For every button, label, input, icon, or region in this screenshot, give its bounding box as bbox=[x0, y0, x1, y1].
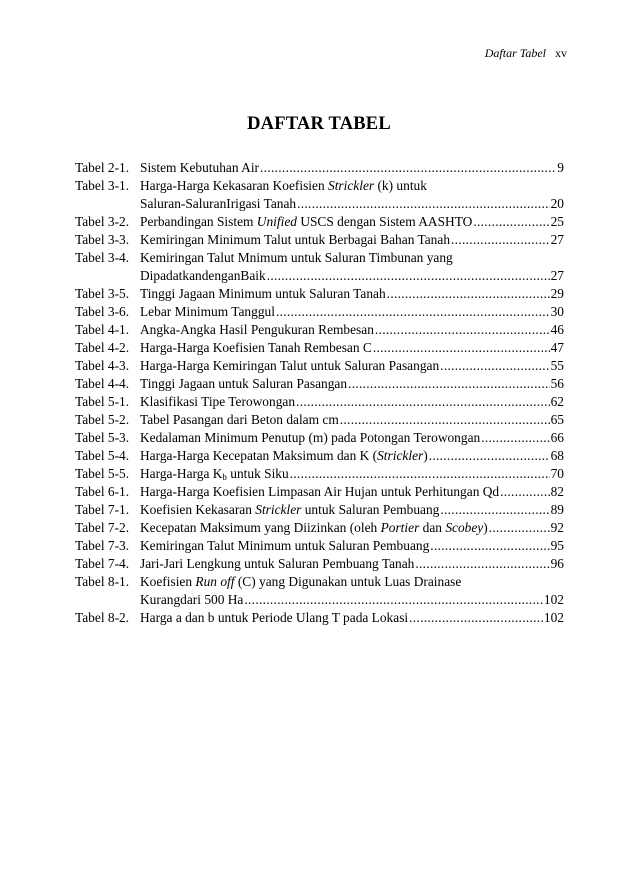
toc-entry bbox=[75, 573, 564, 609]
toc-entry-line bbox=[75, 231, 564, 249]
toc-entry-number: Tabel 7-3. bbox=[75, 538, 130, 553]
toc-entry-label bbox=[75, 429, 480, 447]
toc-entry-line bbox=[75, 483, 564, 501]
toc-entry-label bbox=[75, 501, 439, 519]
entry-title-text: dan bbox=[419, 520, 446, 535]
entry-title-text: Saluran-SaluranIrigasi Tanah bbox=[140, 196, 297, 211]
toc-entry-number: Tabel 5-5. bbox=[75, 466, 130, 481]
toc-entry-page-number: 96 bbox=[550, 556, 564, 571]
toc-entry-page-number: 92 bbox=[550, 520, 564, 535]
entry-title-text: Harga-Harga Kekasaran Koefisien bbox=[140, 178, 329, 193]
dot-leader bbox=[500, 483, 550, 501]
entry-title-text: Harga-Harga K bbox=[140, 466, 223, 481]
toc-entry-label bbox=[75, 465, 289, 483]
toc-entry bbox=[75, 447, 564, 465]
dot-leader bbox=[440, 357, 549, 375]
entry-title-text: Kemiringan Talut Mnimum untuk Saluran Timbunan yang bbox=[140, 250, 453, 265]
toc-entry-number: Tabel 7-1. bbox=[75, 502, 130, 517]
toc-entry bbox=[75, 609, 564, 627]
toc-entry-page-number: 47 bbox=[550, 340, 564, 355]
toc-entry-label bbox=[75, 339, 372, 357]
entry-title-text: Koefisien bbox=[140, 574, 196, 589]
entry-title-text: Harga-Harga Koefisien Tanah Rembesan C bbox=[140, 340, 372, 355]
toc-entry bbox=[75, 375, 564, 393]
toc-entry bbox=[75, 159, 564, 177]
toc-entry bbox=[75, 303, 564, 321]
toc-entry-page-number: 27 bbox=[550, 232, 564, 247]
toc-entry-number: Tabel 5-4. bbox=[75, 448, 130, 463]
entry-title-text: (k) untuk bbox=[374, 178, 427, 193]
toc-entry-page-number: 62 bbox=[550, 394, 564, 409]
entry-title-text: Harga-Harga Koefisien Limpasan Air Hujan untuk Perhitungan Qd bbox=[140, 484, 500, 499]
entry-title-text: Koefisien Kekasaran bbox=[140, 502, 256, 517]
toc-entry-number: Tabel 2-1. bbox=[75, 160, 130, 175]
entry-title-text: Klasifikasi Tipe Terowongan bbox=[140, 394, 296, 409]
entry-italic-term: Unified bbox=[256, 214, 297, 229]
toc-entry-label bbox=[75, 411, 339, 429]
entry-title-text: Sistem Kebutuhan Air bbox=[140, 160, 260, 175]
toc-entry bbox=[75, 501, 564, 519]
dot-leader bbox=[387, 285, 550, 303]
toc-entry-label bbox=[75, 159, 259, 177]
toc-entry-page-number: 65 bbox=[550, 412, 564, 427]
dot-leader bbox=[260, 159, 556, 177]
toc-entry-line bbox=[75, 573, 564, 591]
entry-italic-term: Strickler bbox=[328, 178, 375, 193]
entry-title-text: Perbandingan Sistem bbox=[140, 214, 257, 229]
dot-leader bbox=[481, 429, 549, 447]
toc-entry-continuation bbox=[75, 591, 564, 609]
toc-entry bbox=[75, 231, 564, 249]
toc-entry-number: Tabel 3-1. bbox=[75, 178, 130, 193]
toc-entry-label bbox=[75, 231, 450, 249]
toc-entry-page-number: 95 bbox=[550, 538, 564, 553]
dot-leader bbox=[430, 537, 549, 555]
entry-title-text: (C) yang Digunakan untuk Luas Drainase bbox=[234, 574, 462, 589]
entry-title-text: untuk Siku bbox=[226, 466, 289, 481]
dot-leader bbox=[267, 267, 550, 285]
dot-leader bbox=[296, 393, 550, 411]
toc-entry-number: Tabel 3-4. bbox=[75, 250, 130, 265]
dot-leader bbox=[276, 303, 550, 321]
toc-entry-line bbox=[75, 177, 564, 195]
running-header-page-number: xv bbox=[555, 46, 567, 60]
entry-italic-term: Portier bbox=[380, 520, 420, 535]
toc-entry bbox=[75, 429, 564, 447]
dot-leader bbox=[415, 555, 549, 573]
entry-title-text: Jari-Jari Lengkung untuk Saluran Pembuang Tanah bbox=[140, 556, 415, 571]
entry-title-text: Harga-Harga Kemiringan Talut untuk Saluran Pasangan bbox=[140, 358, 440, 373]
toc-entry bbox=[75, 285, 564, 303]
page-title: DAFTAR TABEL bbox=[247, 114, 391, 134]
entry-italic-term: Run off bbox=[195, 574, 235, 589]
entry-title-text: Kemiringan Talut Minimum untuk Saluran Pembuang bbox=[140, 538, 430, 553]
toc-entry-label bbox=[140, 267, 266, 285]
toc-entry bbox=[75, 249, 564, 285]
toc-entry-number: Tabel 8-1. bbox=[75, 574, 130, 589]
toc-entry-page-number: 102 bbox=[543, 592, 564, 607]
toc-entry-number: Tabel 7-4. bbox=[75, 556, 130, 571]
toc-entry bbox=[75, 177, 564, 213]
entry-title-text: Tinggi Jagaan untuk Saluran Pasangan bbox=[140, 376, 348, 391]
toc-entry-label bbox=[75, 555, 414, 573]
entry-italic-term: Strickler bbox=[255, 502, 302, 517]
toc-entry-line bbox=[75, 429, 564, 447]
dot-leader bbox=[340, 411, 550, 429]
toc-entry-line bbox=[75, 501, 564, 519]
dot-leader bbox=[290, 465, 550, 483]
dot-leader bbox=[451, 231, 550, 249]
toc-entry-page-number: 68 bbox=[550, 448, 564, 463]
entry-title-text: Harga-Harga Kecepatan Maksimum dan K ( bbox=[140, 448, 378, 463]
toc-entry-label bbox=[75, 357, 439, 375]
toc-entry-label bbox=[140, 195, 296, 213]
entry-italic-term: Scobey bbox=[445, 520, 484, 535]
toc-entry-label bbox=[75, 249, 453, 267]
toc-entry-line bbox=[75, 555, 564, 573]
toc-entry-page-number: 20 bbox=[550, 196, 564, 211]
toc-entry-line bbox=[75, 303, 564, 321]
toc-entry-number: Tabel 4-1. bbox=[75, 322, 130, 337]
toc-entry-line bbox=[75, 249, 564, 267]
toc-entry-number: Tabel 5-3. bbox=[75, 430, 130, 445]
toc-entry-number: Tabel 3-2. bbox=[75, 214, 130, 229]
toc-entry-label bbox=[75, 447, 428, 465]
toc-entry-line bbox=[75, 519, 564, 537]
dot-leader bbox=[375, 321, 550, 339]
dot-leader bbox=[348, 375, 550, 393]
table-of-tables-list bbox=[75, 159, 564, 627]
toc-entry-label bbox=[75, 303, 275, 321]
toc-entry-line bbox=[75, 285, 564, 303]
entry-title-text: Tinggi Jagaan Minimum untuk Saluran Tanah bbox=[140, 286, 386, 301]
entry-title-text: DipadatkandenganBaik bbox=[140, 268, 266, 283]
toc-entry-line bbox=[75, 375, 564, 393]
toc-entry-line bbox=[75, 321, 564, 339]
entry-title-text: Lebar Minimum Tanggul bbox=[140, 304, 275, 319]
dot-leader bbox=[373, 339, 550, 357]
toc-entry bbox=[75, 537, 564, 555]
toc-entry-number: Tabel 3-5. bbox=[75, 286, 130, 301]
toc-entry bbox=[75, 339, 564, 357]
toc-entry-number: Tabel 4-2. bbox=[75, 340, 130, 355]
entry-title-text: untuk Saluran Pembuang bbox=[301, 502, 440, 517]
toc-entry-line bbox=[75, 159, 564, 177]
toc-entry bbox=[75, 519, 564, 537]
entry-title-text: Harga a dan b untuk Periode Ulang T pada Lokasi bbox=[140, 610, 409, 625]
toc-entry-label bbox=[75, 483, 499, 501]
toc-entry-continuation bbox=[75, 195, 564, 213]
entry-title-text: Kecepatan Maksimum yang Diizinkan (oleh bbox=[140, 520, 381, 535]
toc-entry-page-number: 66 bbox=[550, 430, 564, 445]
toc-entry-label bbox=[140, 591, 243, 609]
toc-entry bbox=[75, 393, 564, 411]
toc-entry-number: Tabel 8-2. bbox=[75, 610, 130, 625]
toc-entry-label bbox=[75, 573, 461, 591]
toc-entry-number: Tabel 4-3. bbox=[75, 358, 130, 373]
toc-entry bbox=[75, 357, 564, 375]
entry-subscript: b bbox=[222, 472, 227, 482]
toc-entry-line bbox=[75, 447, 564, 465]
dot-leader bbox=[409, 609, 543, 627]
toc-entry bbox=[75, 213, 564, 231]
entry-title-text: Tabel Pasangan dari Beton dalam cm bbox=[140, 412, 339, 427]
toc-entry-page-number: 70 bbox=[550, 466, 564, 481]
toc-entry-page-number: 9 bbox=[557, 160, 564, 175]
toc-entry-continuation bbox=[75, 267, 564, 285]
toc-entry bbox=[75, 483, 564, 501]
dot-leader bbox=[489, 519, 550, 537]
running-header-title: Daftar Tabel bbox=[484, 46, 546, 60]
toc-entry-line bbox=[75, 465, 564, 483]
entry-title-text: ) bbox=[423, 448, 428, 463]
entry-title-text: Angka-Angka Hasil Pengukuran Rembesan bbox=[140, 322, 374, 337]
toc-entry-number: Tabel 3-3. bbox=[75, 232, 130, 247]
toc-entry-line bbox=[75, 393, 564, 411]
dot-leader bbox=[473, 213, 549, 231]
toc-entry-number: Tabel 3-6. bbox=[75, 304, 130, 319]
toc-entry-label bbox=[75, 375, 347, 393]
toc-entry-line bbox=[75, 339, 564, 357]
entry-italic-term: Strickler bbox=[377, 448, 424, 463]
toc-entry-label bbox=[75, 177, 427, 195]
toc-entry-line bbox=[75, 537, 564, 555]
toc-entry-number: Tabel 4-4. bbox=[75, 376, 130, 391]
toc-entry-page-number: 46 bbox=[550, 322, 564, 337]
entry-title-text: Kedalaman Minimum Penutup (m) pada Potongan Terowongan bbox=[140, 430, 481, 445]
toc-entry-page-number: 56 bbox=[550, 376, 564, 391]
toc-entry-label bbox=[75, 285, 386, 303]
toc-entry bbox=[75, 465, 564, 483]
toc-entry-page-number: 89 bbox=[550, 502, 564, 517]
toc-entry-label bbox=[75, 537, 429, 555]
entry-title-text: ) bbox=[483, 520, 488, 535]
toc-entry-label bbox=[75, 393, 295, 411]
toc-entry bbox=[75, 555, 564, 573]
dot-leader bbox=[244, 591, 543, 609]
toc-entry-page-number: 82 bbox=[550, 484, 564, 499]
toc-entry bbox=[75, 411, 564, 429]
toc-entry-line bbox=[75, 609, 564, 627]
toc-entry-number: Tabel 7-2. bbox=[75, 520, 130, 535]
toc-entry-page-number: 102 bbox=[543, 610, 564, 625]
toc-entry-number: Tabel 5-2. bbox=[75, 412, 130, 427]
toc-entry-label bbox=[75, 213, 472, 231]
entry-title-text: Kemiringan Minimum Talut untuk Berbagai Bahan Tanah bbox=[140, 232, 451, 247]
running-header bbox=[485, 46, 567, 61]
toc-entry-line bbox=[75, 213, 564, 231]
toc-entry bbox=[75, 321, 564, 339]
toc-entry-number: Tabel 5-1. bbox=[75, 394, 130, 409]
toc-entry-label bbox=[75, 321, 374, 339]
toc-entry-line bbox=[75, 411, 564, 429]
dot-leader bbox=[429, 447, 550, 465]
toc-entry-page-number: 30 bbox=[550, 304, 564, 319]
entry-title-text: Kurangdari 500 Ha bbox=[140, 592, 244, 607]
toc-entry-page-number: 55 bbox=[550, 358, 564, 373]
toc-entry-line bbox=[75, 357, 564, 375]
dot-leader bbox=[440, 501, 549, 519]
toc-entry-page-number: 29 bbox=[550, 286, 564, 301]
toc-entry-label bbox=[75, 519, 488, 537]
toc-entry-page-number: 27 bbox=[550, 268, 564, 283]
toc-entry-page-number: 25 bbox=[550, 214, 564, 229]
entry-title-text: USCS dengan Sistem AASHTO bbox=[296, 214, 473, 229]
dot-leader bbox=[297, 195, 550, 213]
toc-entry-number: Tabel 6-1. bbox=[75, 484, 130, 499]
toc-entry-label bbox=[75, 609, 408, 627]
